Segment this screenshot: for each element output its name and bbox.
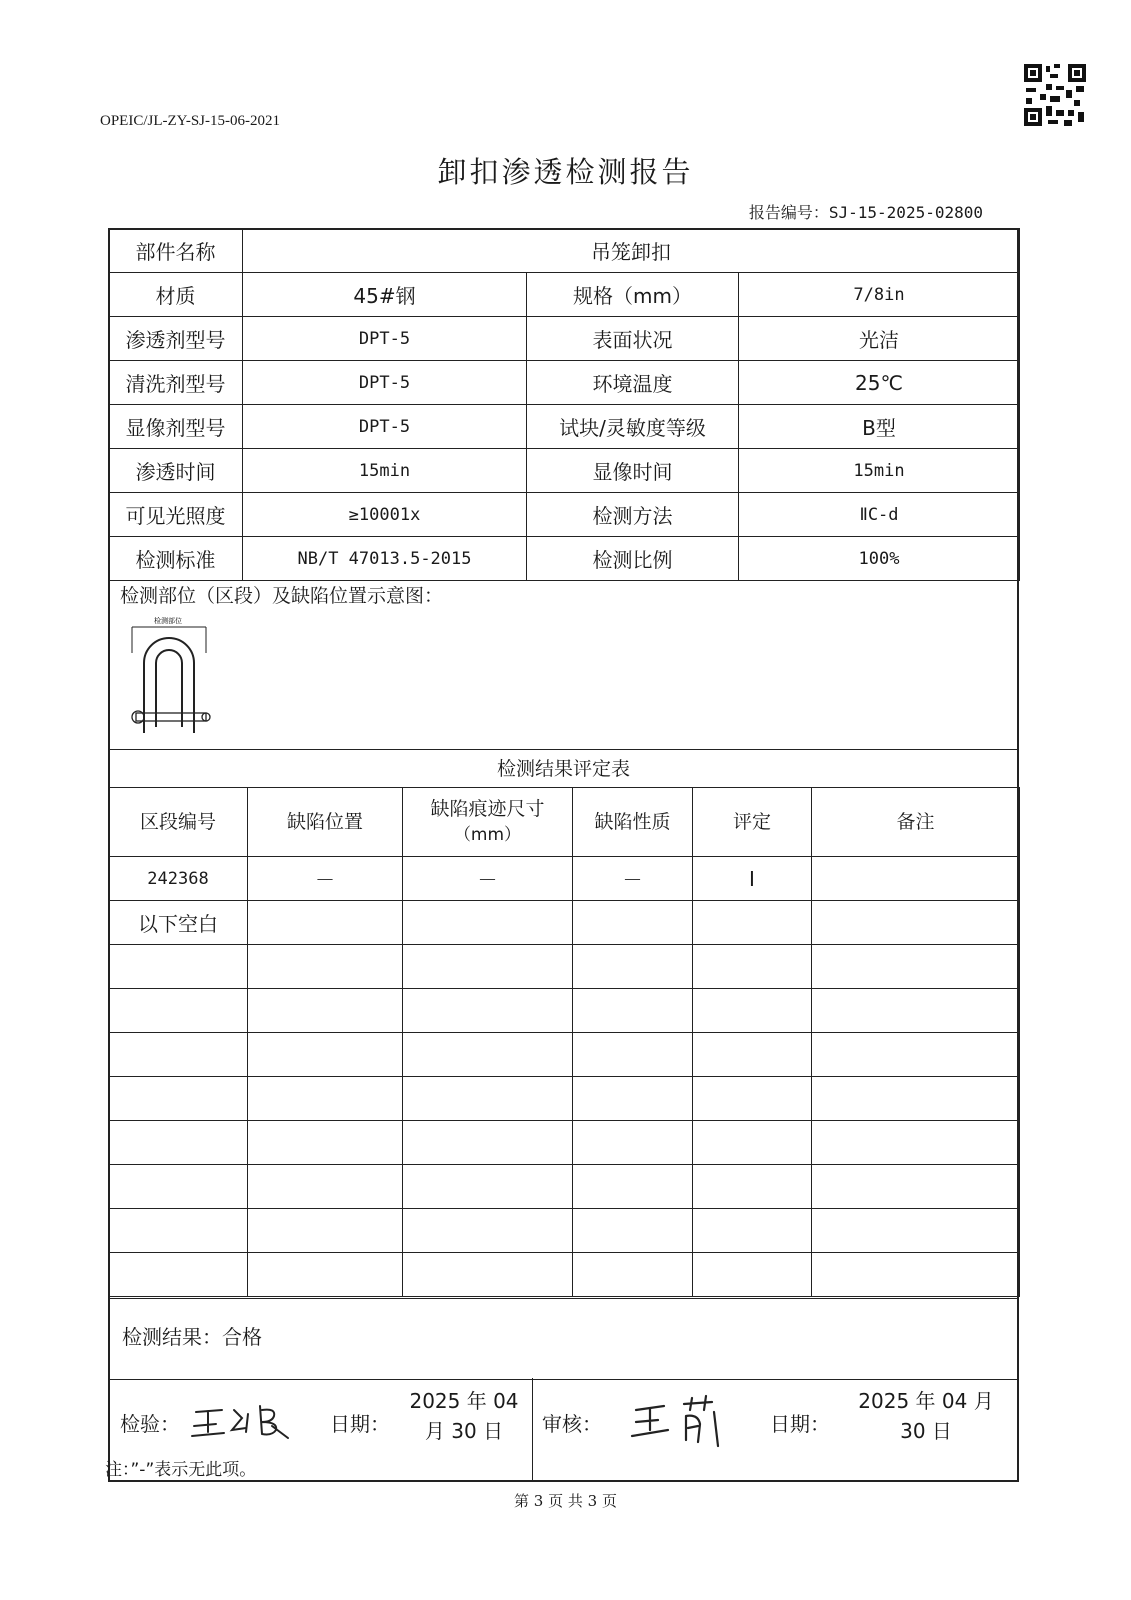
table-cell — [812, 1121, 1020, 1165]
conclusion-text: 检测结果：合格 — [122, 1325, 262, 1349]
info-label: 渗透剂型号 — [109, 317, 243, 361]
footnote: 注：”-”表示无此项。 — [105, 1460, 257, 1480]
report-number — [749, 200, 983, 223]
column-header: 评定 — [693, 788, 812, 857]
info-value: DPT-5 — [243, 405, 527, 449]
table-cell — [248, 1165, 403, 1209]
reviewer-signature — [628, 1390, 738, 1450]
table-cell — [812, 945, 1020, 989]
document-title: 卸扣渗透检测报告 — [437, 155, 694, 189]
info-label: 可见光照度 — [109, 493, 243, 537]
table-cell — [812, 1033, 1020, 1077]
info-value: 15min — [243, 449, 527, 493]
table-row — [109, 1033, 1020, 1077]
info-value: 45#钢 — [243, 273, 527, 317]
info-label: 检测比例 — [527, 537, 739, 581]
info-row — [109, 361, 1020, 405]
info-value: 光洁 — [739, 317, 1020, 361]
info-row — [109, 405, 1020, 449]
table-cell — [573, 1253, 693, 1297]
date-label: 日期： — [330, 1412, 390, 1436]
table-cell — [812, 901, 1020, 945]
table-cell: 242368 — [109, 857, 248, 901]
table-cell — [693, 1077, 812, 1121]
results-table-title: 检测结果评定表 — [108, 749, 1019, 788]
sketch-caption: 检测部位 — [154, 617, 182, 625]
shackle-diagram — [126, 615, 226, 743]
table-row — [109, 901, 1020, 945]
date-line: 2025 年 04 月 — [858, 1389, 994, 1413]
date-line: 月 30 日 — [424, 1419, 504, 1443]
table-cell — [248, 1209, 403, 1253]
table-cell — [109, 989, 248, 1033]
table-cell — [693, 1209, 812, 1253]
table-cell — [248, 1253, 403, 1297]
table-cell: Ⅰ — [693, 857, 812, 901]
report-number-label: 报告编号： — [748, 203, 829, 222]
table-cell — [812, 989, 1020, 1033]
results-header-row — [109, 788, 1020, 857]
table-row — [109, 945, 1020, 989]
table-cell — [109, 1165, 248, 1209]
table-row — [109, 857, 1020, 901]
table-cell — [248, 1121, 403, 1165]
table-cell — [403, 1165, 573, 1209]
table-cell — [693, 1253, 812, 1297]
sketch-section — [108, 577, 1019, 750]
info-row — [109, 273, 1020, 317]
table-cell: － — [248, 857, 403, 901]
table-cell — [573, 1033, 693, 1077]
info-value: DPT-5 — [243, 361, 527, 405]
table-cell — [109, 945, 248, 989]
info-label: 试块/灵敏度等级 — [527, 405, 739, 449]
table-cell — [109, 1253, 248, 1297]
results-table — [108, 787, 1020, 1297]
info-row — [109, 493, 1020, 537]
reviewer-label: 审核： — [542, 1412, 602, 1436]
info-value: ⅡC-d — [739, 493, 1020, 537]
table-cell — [693, 1033, 812, 1077]
info-label: 显像剂型号 — [109, 405, 243, 449]
date-label: 日期： — [770, 1412, 830, 1436]
info-value: 25℃ — [739, 361, 1020, 405]
table-cell: － — [403, 857, 573, 901]
column-header: 缺陷性质 — [573, 788, 693, 857]
table-cell — [812, 1209, 1020, 1253]
table-row — [109, 1253, 1020, 1297]
column-header: 缺陷位置 — [248, 788, 403, 857]
table-cell — [248, 1077, 403, 1121]
table-cell — [109, 1209, 248, 1253]
table-cell — [693, 1165, 812, 1209]
info-label: 渗透时间 — [109, 449, 243, 493]
info-label: 环境温度 — [527, 361, 739, 405]
column-header-line: 缺陷痕迹尺寸 — [430, 797, 545, 820]
table-cell — [812, 1253, 1020, 1297]
info-label: 部件名称 — [109, 229, 243, 273]
table-cell — [403, 901, 573, 945]
table-cell — [573, 901, 693, 945]
review-date — [846, 1386, 1006, 1446]
reviewer-section — [532, 1378, 1019, 1482]
info-row — [109, 317, 1020, 361]
info-label: 规格（mm） — [527, 273, 739, 317]
info-row — [109, 449, 1020, 493]
inspector-signature — [188, 1396, 298, 1446]
table-row — [109, 1209, 1020, 1253]
inspector-label: 检验： — [120, 1412, 180, 1436]
info-value: DPT-5 — [243, 317, 527, 361]
table-cell — [693, 1121, 812, 1165]
table-cell — [109, 1033, 248, 1077]
info-label: 检测标准 — [109, 537, 243, 581]
info-value: NB/T 47013.5-2015 — [243, 537, 527, 581]
column-header: 区段编号 — [109, 788, 248, 857]
table-cell — [403, 989, 573, 1033]
table-cell — [248, 1033, 403, 1077]
info-label: 清洗剂型号 — [109, 361, 243, 405]
date-line: 30 日 — [900, 1419, 952, 1443]
table-cell — [403, 1077, 573, 1121]
table-cell — [403, 1033, 573, 1077]
table-cell — [248, 945, 403, 989]
report-number-value: SJ-15-2025-02800 — [828, 203, 983, 222]
table-row — [109, 1077, 1020, 1121]
table-cell — [573, 1209, 693, 1253]
table-cell — [573, 1121, 693, 1165]
info-label: 检测方法 — [527, 493, 739, 537]
table-cell — [248, 989, 403, 1033]
column-header: 备注 — [812, 788, 1020, 857]
table-cell — [812, 1077, 1020, 1121]
qr-code-icon — [1022, 62, 1088, 128]
table-cell — [573, 989, 693, 1033]
table-cell — [693, 945, 812, 989]
info-label: 材质 — [109, 273, 243, 317]
info-table — [108, 228, 1020, 581]
table-cell: － — [573, 857, 693, 901]
info-value: 100% — [739, 537, 1020, 581]
table-cell: 以下空白 — [109, 901, 248, 945]
table-cell — [403, 1253, 573, 1297]
sketch-label: 检测部位（区段）及缺陷位置示意图： — [120, 585, 444, 607]
table-cell — [573, 1077, 693, 1121]
table-cell — [812, 857, 1020, 901]
conclusion-section — [108, 1298, 1019, 1380]
table-row — [109, 989, 1020, 1033]
info-value: 吊笼卸扣 — [243, 229, 1020, 273]
date-line: 2025 年 04 — [409, 1389, 519, 1413]
table-row — [109, 1121, 1020, 1165]
page-number: 第 3 页 共 3 页 — [514, 1492, 617, 1510]
document-code: OPEIC/JL-ZY-SJ-15-06-2021 — [100, 113, 280, 129]
info-value: B型 — [739, 405, 1020, 449]
table-cell — [109, 1077, 248, 1121]
inspection-date — [404, 1386, 524, 1446]
table-cell — [403, 1121, 573, 1165]
table-cell — [248, 901, 403, 945]
info-row — [109, 537, 1020, 581]
info-row-part-name — [109, 229, 1020, 273]
info-value: ≥10001x — [243, 493, 527, 537]
info-value: 15min — [739, 449, 1020, 493]
info-value: 7/8in — [739, 273, 1020, 317]
table-cell — [403, 945, 573, 989]
column-header — [403, 788, 573, 857]
table-cell — [573, 1165, 693, 1209]
info-label: 表面状况 — [527, 317, 739, 361]
table-row — [109, 1165, 1020, 1209]
table-cell — [403, 1209, 573, 1253]
table-cell — [109, 1121, 248, 1165]
table-cell — [693, 989, 812, 1033]
info-label: 显像时间 — [527, 449, 739, 493]
column-header-unit: （mm） — [453, 824, 522, 845]
table-cell — [812, 1165, 1020, 1209]
table-cell — [573, 945, 693, 989]
table-cell — [693, 901, 812, 945]
